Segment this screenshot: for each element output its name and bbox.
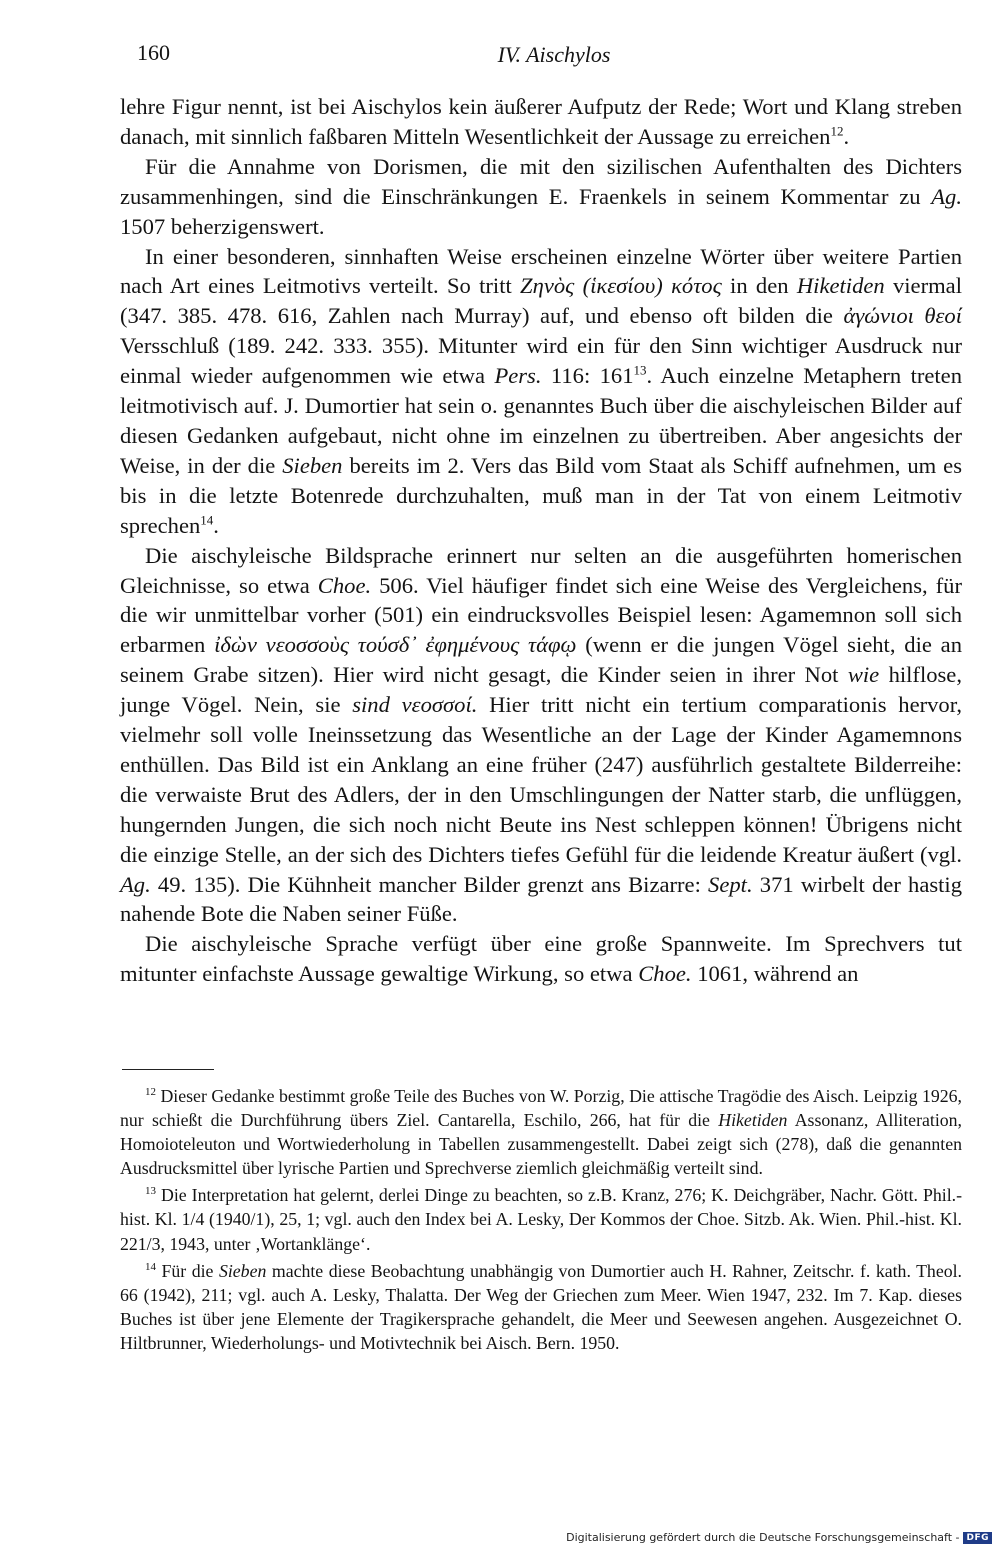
footnote-ref: 14: [200, 512, 214, 528]
main-text: [120, 92, 962, 989]
footnote-12: $^{12}$ Dieser Gedanke bestimmt große Teile des Buches von W. Porzig, Die attische Tragödie des Aisch. Leipzig 1926, nur schießt die Durchführung übers Ziel. Cantarella, Eschilo, 266, hat für die Hiketiden Assonanz, Alliteration, Homoioteleuton und Wortwiederholung in Tabellen zusammengestellt. Dabei zeigt sich (278), daß die genannten Ausdrucksmittel über lyrische Partien und Sprechverse ziemlich gleichmäßig verteilt sind.: [120, 1086, 962, 1179]
footnotes: [120, 1084, 962, 1355]
paragraph: Die aischyleische Sprache verfügt über eine große Spannweite. Im Sprechvers tut mitunter einfachste Aussage gewaltige Wirkung, so etwa Choe. 1061, während an: [120, 931, 962, 987]
page-number: 160: [137, 40, 170, 65]
footnote-ref: 12: [830, 123, 844, 139]
paragraph: Für die Annahme von Dorismen, die mit den sizilischen Aufenthalten des Dichters zusammenhingen, sind die Einschränkungen E. Fraenkels in seinem Kommentar zu Ag. 1507 beherzigenswert.: [120, 153, 962, 239]
paragraph: Die aischyleische Bildsprache erinnert nur selten an die ausgeführten homerischen Gleichnisse, so etwa Choe. 506. Viel häufiger findet sich eine Weise des Vergleichens, für die wir unmittelbar vorher (501) ein eindrucksvolles Beispiel lesen: Agamemnon soll sich erbarmen ἰδὼν νεοσσοὺς τούσδ᾽ ἐφημένους τάφῳ (wenn er die jungen Vögel sieht, die an seinem Grabe sitzen). Hier wird nicht gesagt, die Kinder seien in ihrer Not wie hilflose, junge Vögel. Nein, sie sind νεοσσοί. Hier tritt nicht ein tertium comparationis hervor, vielmehr soll volle Ineinssetzung das Wesentliche an der Lage der Kinder Agamemnons enthüllen. Das Bild ist ein Anklang an eine früher (247) ausführlich gestaltete Bilderreihe: die verwaiste Brut des Adlers, der in den Umschlingungen der Natter starb, die unflüggen, hungernden Jungen, die sich noch nicht Beute ins Nest schleppen können! Übrigens nicht die einzige Stelle, an der sich des Dichters tiefes Gefühl für die leidende Kreatur äußert (vgl. Ag. 49. 135). Die Kühnheit mancher Bilder grenzt ans Bizarre: Sept. 371 wirbelt der hastig nahende Bote die Naben seiner Füße.: [120, 542, 962, 927]
greek-quote: ἰδὼν νεοσσοὺς τούσδ᾽ ἐφημένους τάφῳ: [214, 632, 577, 658]
greek-quote: νεοσσοί.: [389, 692, 478, 718]
footnote-ref: 13: [633, 362, 647, 378]
paragraph: lehre Figur nennt, ist bei Aischylos kein äußerer Aufputz der Rede; Wort und Klang streben danach, mit sinnlich faßbaren Mitteln Wesentlichkeit der Aussage zu erreichen$^{12}$.: [120, 94, 962, 149]
greek-quote: ἀγώνιοι θεοί: [843, 303, 962, 329]
dfg-logo: DFG: [963, 1532, 992, 1544]
credit-text: Digitalisierung gefördert durch die Deutsche Forschungsgemeinschaft -: [566, 1531, 960, 1544]
footnote-13: $^{13}$ Die Interpretation hat gelernt, derlei Dinge zu beachten, so z.B. Kranz, 276; K. Deichgräber, Nachr. Gött. Phil.-hist. Kl. 1/4 (1940/1), 25, 1; vgl. auch den Index bei A. Lesky, Der Kommos der Choe. Sitzb. Ak. Wien. Phil.-hist. Kl. 221/3, 1943, unter ‚Wortanklänge‘.: [120, 1185, 962, 1254]
paragraph: In einer besonderen, sinnhaften Weise erscheinen einzelne Wörter über weitere Partien nach Art eines Leitmotivs verteilt. So tritt Ζηνὸς (ἱκεσίου) κότος in den Hiketiden viermal (347. 385. 478. 616, Zahlen nach Murray) auf, und ebenso oft bilden die ἀγώνιοι θεοί Versschluß (189. 242. 333. 355). Mitunter wird ein für den Sinn wichtiger Ausdruck nur einmal wieder aufgenommen wie etwa Pers. 116: $161^{13}$. Auch einzelne Metaphern treten leitmotivisch auf. J. Dumortier hat sein o. genanntes Buch über die aischyleischen Bilder auf diesen Gedanken aufgebaut, nicht ohne im einzelnen zu übertreiben. Aber angesichts der Weise, in der die Sieben bereits im 2. Vers das Bild vom Staat als Schiff aufnehmen, um es bis in die letzte Botenrede durchzuhalten, muß man in der Tat von einem Leitmotiv sprechen$^{14}$.: [120, 243, 962, 538]
running-head: IV. Aischylos: [497, 42, 611, 67]
digitization-credit: [566, 1531, 992, 1544]
footnote-separator: [122, 1069, 214, 1070]
footnote-14: $^{14}$ Für die Sieben machte diese Beobachtung unabhängig von Dumortier auch H. Rahner, Zeitschr. f. kath. Theol. 66 (1942), 211; vgl. auch A. Lesky, Thalatta. Der Weg der Griechen zum Meer. Wien 1947, 232. Im 7. Kap. dieses Buches ist über jene Elemente der Tragikersprache gehandelt, die Meer und Seewesen angehen. Ausgezeichnet O. Hiltbrunner, Wiederholungs- und Motivtechnik bei Aisch. Bern. 1950.: [120, 1260, 962, 1353]
greek-quote: Ζηνὸς (ἱκεσίου) κότος: [520, 273, 722, 299]
